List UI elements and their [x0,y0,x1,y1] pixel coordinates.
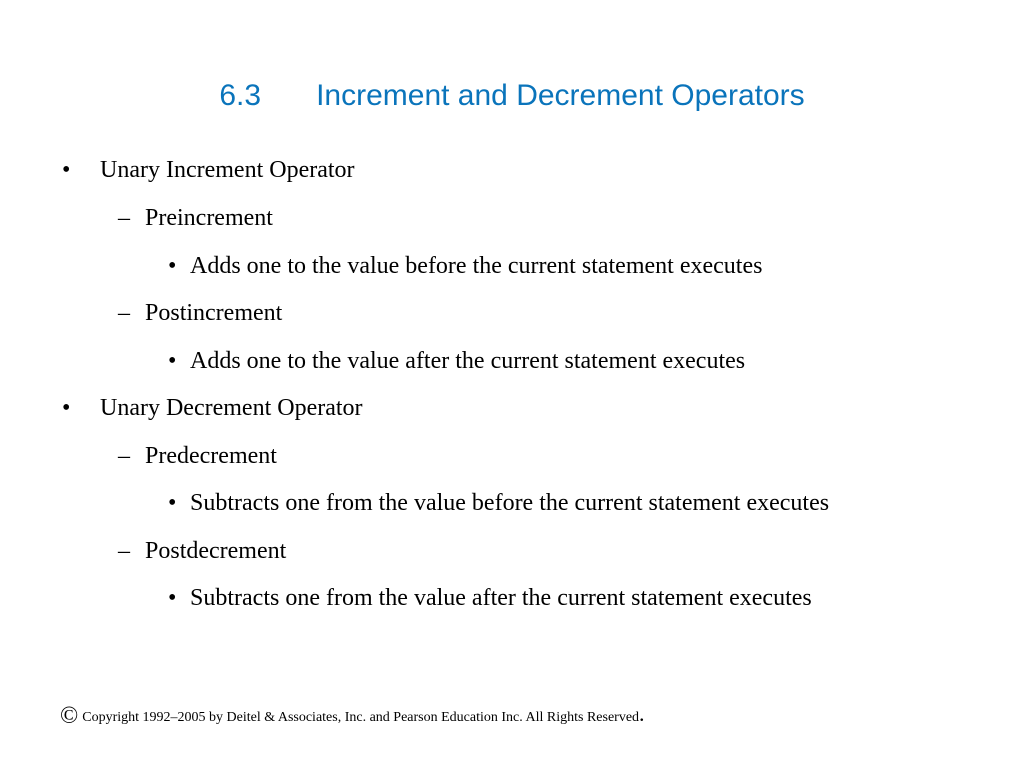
bullet-marker: • [168,253,177,279]
bullet-increment-operator: Unary Increment Operator [100,157,355,183]
bullet-marker: • [62,395,71,421]
bullet-marker: • [62,157,71,183]
detail-postincrement: Adds one to the value after the current statement executes [190,348,746,374]
bullet-marker: • [168,585,177,611]
sub-item-postdecrement: Postdecrement [145,538,287,564]
bullet-decrement-operator: Unary Decrement Operator [100,395,363,421]
dash-marker: – [118,443,130,469]
sub-item-preincrement: Preincrement [145,205,273,231]
copyright-text: Copyright 1992–2005 by Deitel & Associates, Inc. and Pearson Education Inc. All Rights Reserved [82,710,640,725]
detail-predecrement: Subtracts one from the value before the current statement executes [190,490,830,516]
sub-item-predecrement: Predecrement [145,443,277,469]
section-number: 6.3 [219,79,262,112]
copyright-icon: © [60,703,79,729]
dash-marker: – [118,205,130,231]
bullet-marker: • [168,348,177,374]
copyright-footer [60,700,645,732]
bullet-marker: • [168,490,177,516]
copyright-period: . [639,701,645,726]
detail-preincrement: Adds one to the value before the current statement executes [190,253,763,279]
title-text: Increment and Decrement Operators [316,79,805,112]
detail-postdecrement: Subtracts one from the value after the current statement executes [190,585,812,611]
dash-marker: – [118,538,130,564]
sub-item-postincrement: Postincrement [145,300,283,326]
dash-marker: – [118,300,130,326]
